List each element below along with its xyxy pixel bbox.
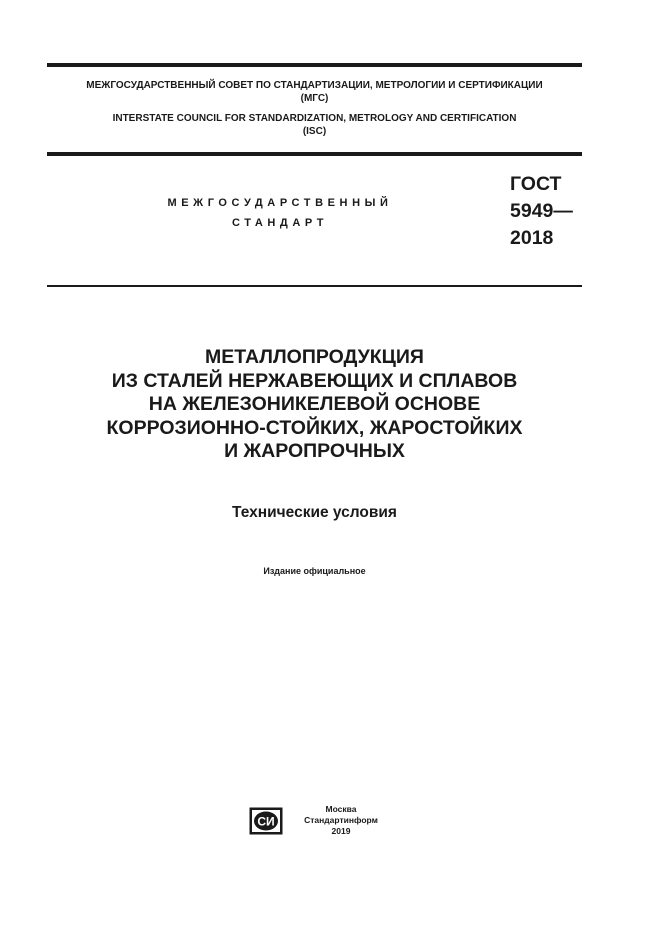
title-line: МЕТАЛЛОПРОДУКЦИЯ [205,346,424,368]
edition-note: Издание официальное [263,566,366,576]
title-line: И ЖАРОПРОЧНЫХ [224,440,405,462]
standard-type-line-1: МЕЖГОСУДАРСТВЕННЫЙ [167,197,393,209]
council-abbr-ru: (МГС) [300,93,329,104]
upper-thick-rule [47,152,582,156]
gost-label: ГОСТ [510,173,562,195]
publisher-city: Москва [325,804,357,814]
publisher-info [300,804,382,837]
council-name-en-line: INTERSTATE COUNCIL FOR STANDARDIZATION, METROLOGY AND CERTIFICATION [112,113,517,124]
title-line: НА ЖЕЛЕЗОНИКЕЛЕВОЙ ОСНОВЕ [148,393,481,415]
council-name-ru [47,79,582,105]
lower-rule [47,285,582,287]
document-subtitle: Технические условия [232,504,397,521]
gost-year: 2018 [510,227,554,249]
document-title [47,346,582,464]
council-name-ru-line: МЕЖГОСУДАРСТВЕННЫЙ СОВЕТ ПО СТАНДАРТИЗАЦИИ, МЕТРОЛОГИИ И СЕРТИФИКАЦИИ [86,80,543,91]
standard-type-line-2: СТАНДАРТ [231,217,329,229]
top-thick-rule [47,63,582,67]
publisher-name: Стандартинформ [304,815,378,825]
logo-lettering: СИ [257,814,275,829]
title-line: ИЗ СТАЛЕЙ НЕРЖАВЕЮЩИХ И СПЛАВОВ [111,369,518,392]
standartinform-logo-icon [249,807,283,835]
standard-type [130,193,430,233]
title-line: КОРРОЗИОННО-СТОЙКИХ, ЖАРОСТОЙКИХ [106,416,523,439]
publication-year: 2019 [331,826,351,836]
council-name-en [47,112,582,138]
gost-designation [510,171,573,252]
gost-number: 5949— [510,200,573,222]
council-abbr-en: (ISC) [302,126,327,137]
